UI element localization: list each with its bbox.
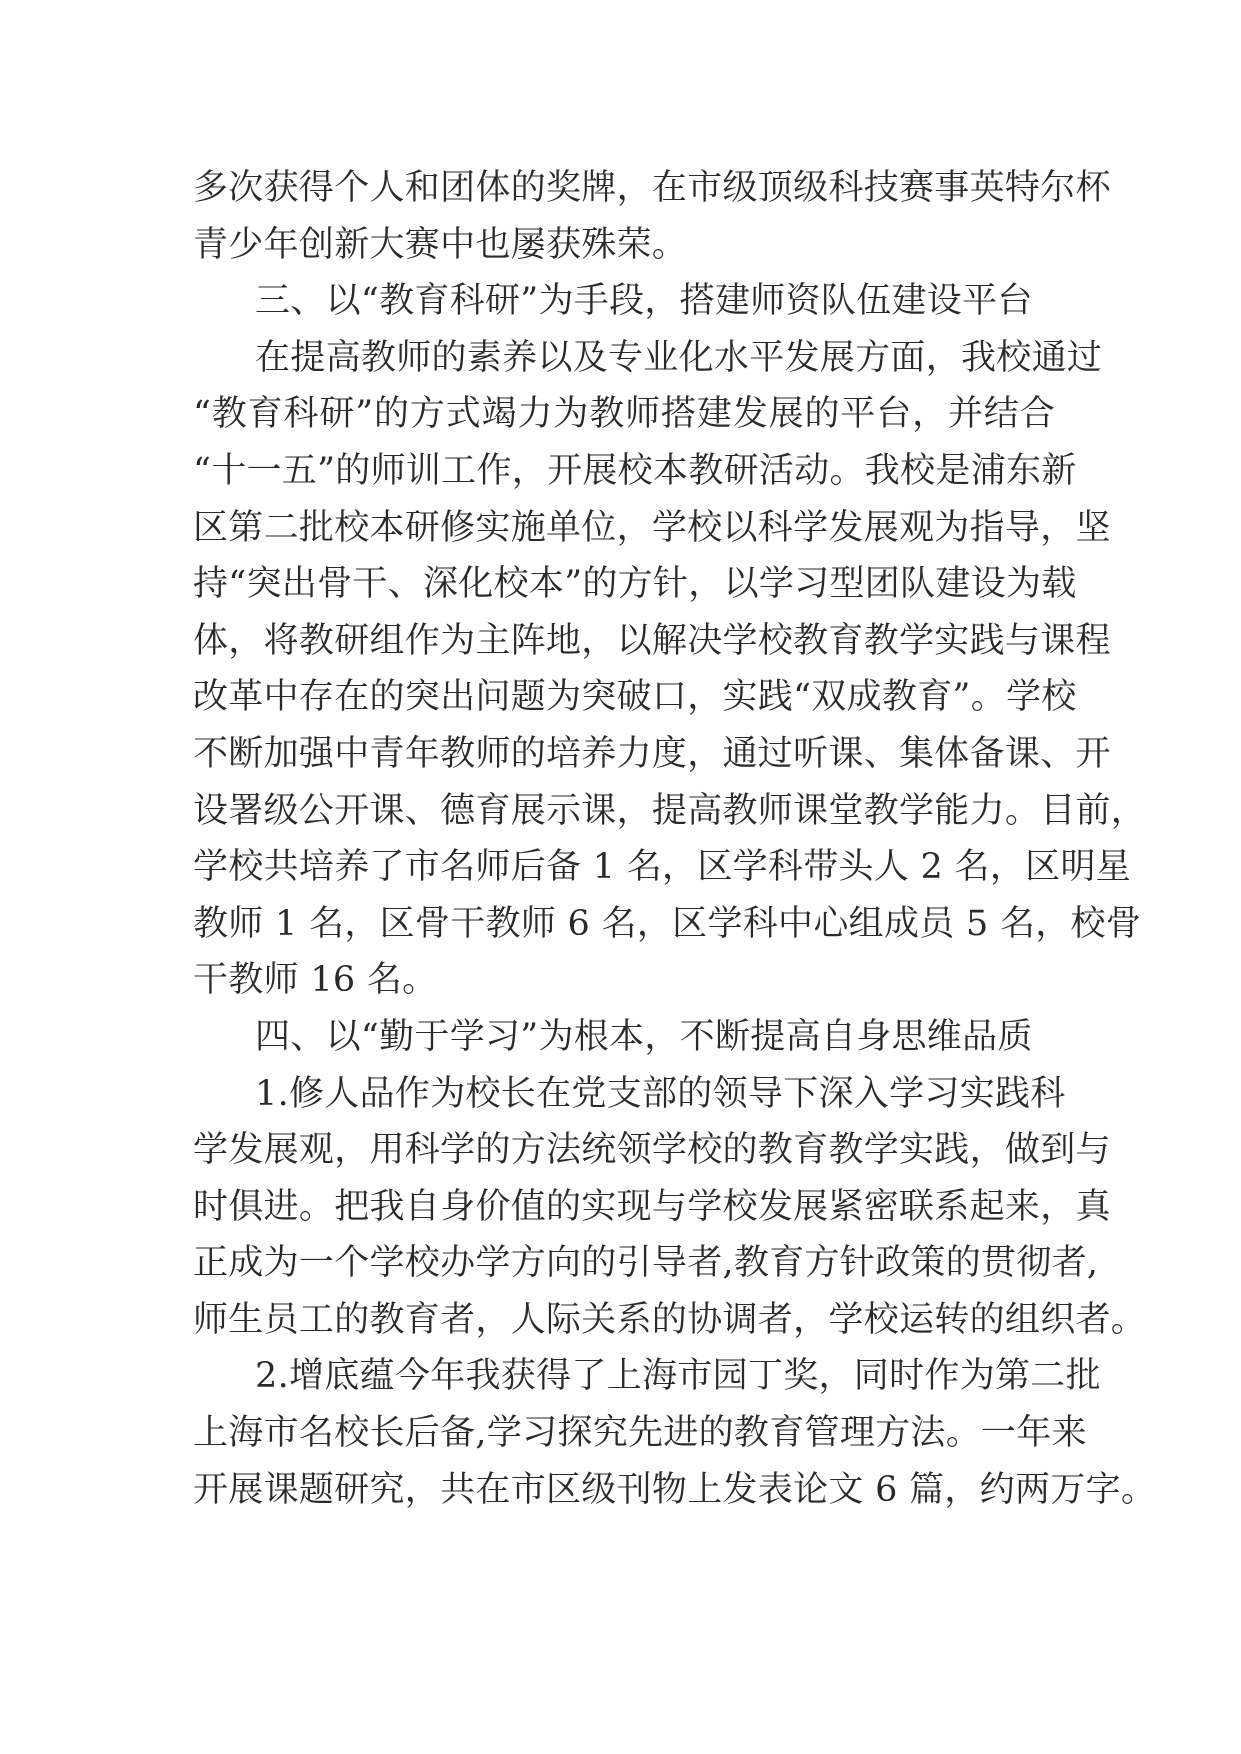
text-line: 多次获得个人和团体的奖牌，在市级顶级科技赛事英特尔杯: [193, 168, 1111, 208]
text-line: 设署级公开课、德育展示课，提高教师课堂教学能力。目前，: [193, 790, 1147, 831]
text-line: 学发展观，用科学的方法统领学校的教育教学实践，做到与: [193, 1130, 1111, 1171]
text-line: 时俱进。把我自身价值的实现与学校发展紧密联系起来，真: [193, 1186, 1111, 1227]
section-heading: 三、以“教育科研”为手段，搭建师资队伍建设平台: [255, 281, 1033, 322]
text-line: 1.修人品作为校长在党支部的领导下深入学习实践科: [255, 1073, 1066, 1114]
text-line: 上海市名校长后备,学习探究先进的教育管理方法。一年来: [193, 1413, 1087, 1454]
text-line: 不断加强中青年教师的培养力度，通过听课、集体备课、开: [193, 733, 1111, 774]
text-line: 在提高教师的素养以及专业化水平发展方面，我校通过: [255, 337, 1103, 378]
text-line: 师生员工的教育者，人际关系的协调者，学校运转的组织者。: [193, 1299, 1147, 1340]
text-line: 学校共培养了市名师后备 1 名，区学科带头人 2 名，区明星: [193, 847, 1132, 888]
text-line: 开展课题研究，共在市区级刊物上发表论文 6 篇，约两万字。: [193, 1469, 1157, 1510]
text-line: “教育科研”的方式竭力为教师搭建发展的平台，并结合: [193, 394, 1055, 435]
text-line: 正成为一个学校办学方向的引导者,教育方针政策的贯彻者,: [193, 1243, 1099, 1284]
text-line: 青少年创新大赛中也屡获殊荣。: [193, 224, 688, 265]
text-line: 区第二批校本研修实施单位，学校以科学发展观为指导，坚: [193, 507, 1111, 548]
section-heading: 四、以“勤于学习”为根本，不断提高自身思维品质: [255, 1016, 1033, 1057]
text-line: 干教师 16 名。: [193, 960, 438, 1001]
text-line: 改革中存在的突出问题为突破口，实践“双成教育”。学校: [193, 677, 1077, 718]
text-line: 教师 1 名，区骨干教师 6 名，区学科中心组成员 5 名，校骨: [193, 903, 1142, 944]
text-line: 2.增底蕴今年我获得了上海市园丁奖，同时作为第二批: [255, 1356, 1101, 1397]
text-line: 持“突出骨干、深化校本”的方针，以学习型团队建设为载: [193, 564, 1077, 605]
text-line: “十一五”的师训工作，开展校本教研活动。我校是浦东新: [193, 450, 1077, 491]
document-body: [193, 160, 1157, 1518]
text-line: 体，将教研组作为主阵地，以解决学校教育教学实践与课程: [193, 620, 1111, 661]
